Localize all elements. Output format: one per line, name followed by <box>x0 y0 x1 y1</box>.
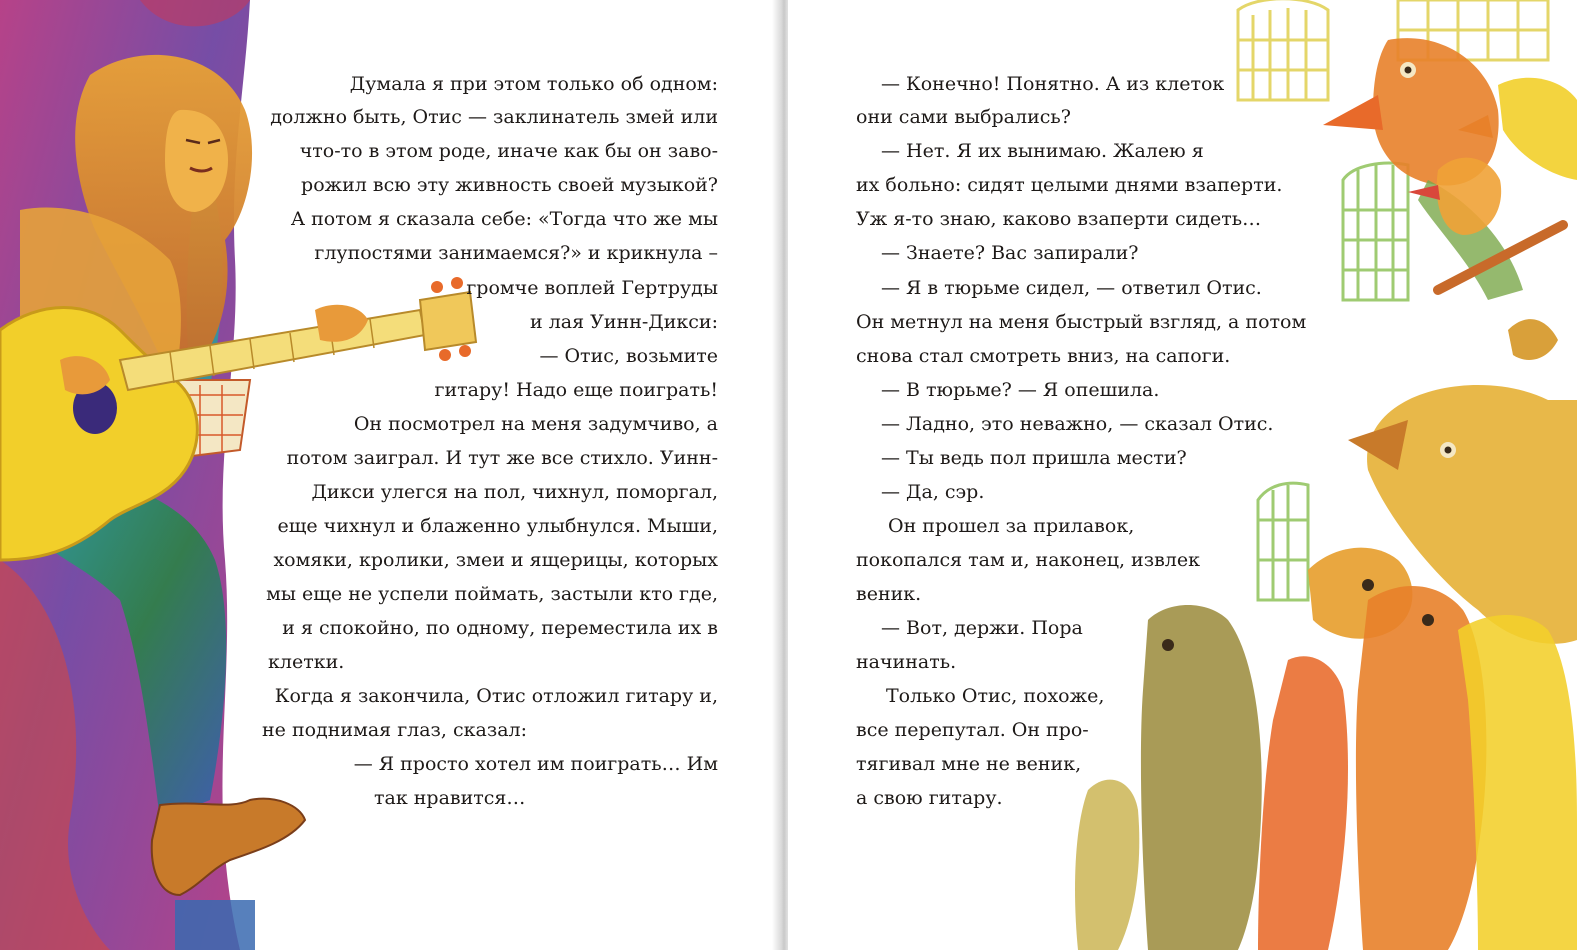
text-line: — Я в тюрьме сидел, — ответил Отис. <box>881 277 1262 299</box>
text-line: так нравится… <box>374 787 526 809</box>
left-page <box>0 0 780 950</box>
text-line: — Ладно, это неважно, — сказал Отис. <box>881 413 1274 435</box>
text-line: громче воплей Гертруды <box>466 277 718 299</box>
text-line: их больно: сидят целыми днями взаперти. <box>856 174 1283 196</box>
text-line: потом заиграл. И тут же все стихло. Уинн- <box>286 447 718 469</box>
text-line: — Нет. Я их вынимаю. Жалею я <box>881 140 1204 162</box>
text-line: Только Отис, похоже, <box>886 685 1105 707</box>
text-line: Думала я при этом только об одном: <box>349 73 718 95</box>
text-line: все перепутал. Он про- <box>856 719 1089 741</box>
text-line: — Ты ведь пол пришла мести? <box>881 447 1187 469</box>
text-line: рожил всю эту живность своей музыкой? <box>301 174 718 196</box>
text-line: Когда я закончила, Отис отложил гитару и, <box>274 685 718 707</box>
text-line: хомяки, кролики, змеи и ящерицы, которых <box>273 549 718 571</box>
text-line: — Я просто хотел им поиграть… Им <box>353 753 718 775</box>
text-line: гитару! Надо еще поиграть! <box>434 379 718 401</box>
text-line: А потом я сказала себе: «Тогда что же мы <box>290 208 718 230</box>
text-line: они сами выбрались? <box>856 106 1071 128</box>
text-line: Он посмотрел на меня задумчиво, а <box>353 413 718 435</box>
text-line: мы еще не успели поймать, застыли кто где, <box>266 583 718 605</box>
text-line: — Отис, возьмите <box>539 345 718 367</box>
text-line: — Да, сэр. <box>881 481 985 503</box>
text-line: Дикси улегся на пол, чихнул, поморгал, <box>311 481 718 503</box>
text-line: Уж я-то знаю, каково взаперти сидеть… <box>856 208 1262 230</box>
text-line: Он прошел за прилавок, <box>888 515 1135 537</box>
text-line: веник. <box>856 583 922 605</box>
left-page-text <box>0 0 780 950</box>
right-page-text <box>788 0 1577 950</box>
text-line: не поднимая глаз, сказал: <box>262 719 528 741</box>
text-line: еще чихнул и блаженно улыбнулся. Мыши, <box>277 515 718 537</box>
text-line: начинать. <box>856 651 957 673</box>
text-line: тягивал мне не веник, <box>856 753 1082 775</box>
text-line: — Знаете? Вас запирали? <box>881 242 1139 264</box>
text-line: а свою гитару. <box>856 787 1003 809</box>
text-line: должно быть, Отис — заклинатель змей или <box>270 106 718 128</box>
text-line: и я спокойно, по одному, переместила их в <box>282 617 718 639</box>
text-line: — Конечно! Понятно. А из клеток <box>881 73 1225 95</box>
text-line: что-то в этом роде, иначе как бы он заво- <box>299 140 718 162</box>
text-line: покопался там и, наконец, извлек <box>856 549 1200 571</box>
text-line: клетки. <box>268 651 345 673</box>
text-line: и лая Уинн-Дикси: <box>530 311 718 333</box>
right-page <box>788 0 1577 950</box>
text-line: — Вот, держи. Пора <box>881 617 1083 639</box>
text-line: — В тюрьме? — Я опешила. <box>881 379 1160 401</box>
text-line: глупостями занимаемся?» и крикнула – <box>314 242 718 264</box>
text-line: Он метнул на меня быстрый взгляд, а потом <box>856 311 1307 333</box>
text-line: снова стал смотреть вниз, на сапоги. <box>856 345 1231 367</box>
